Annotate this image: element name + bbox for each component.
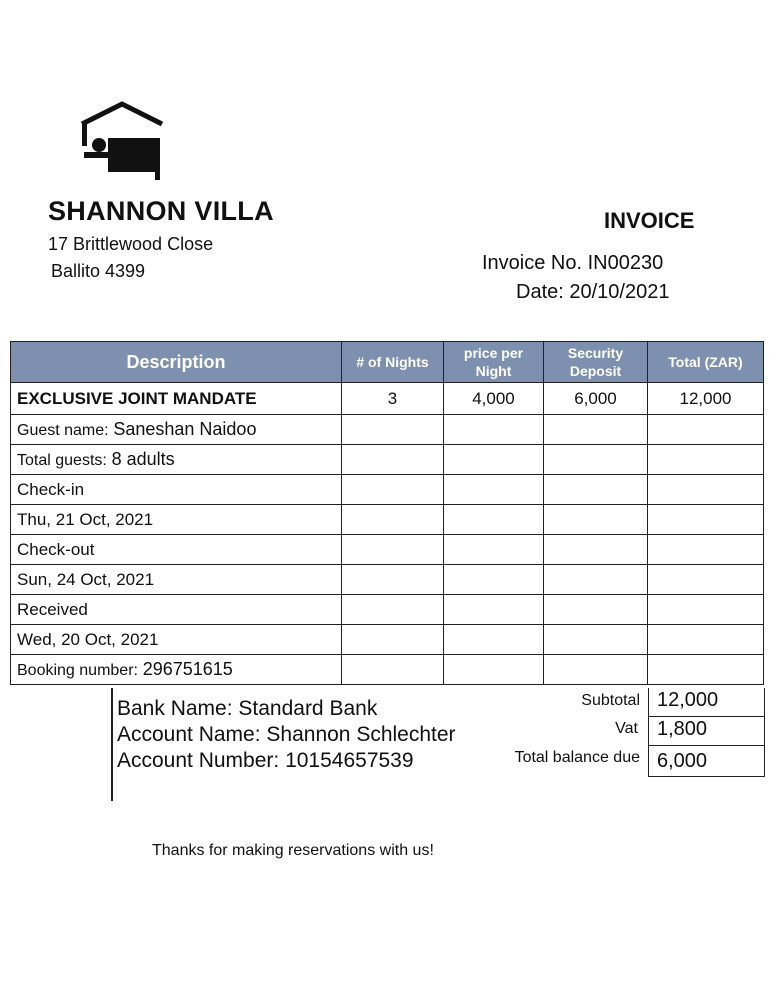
checkin-label: Check-in [11,475,342,505]
empty-cell [444,415,544,445]
empty-cell [544,415,648,445]
divider-line [111,688,113,801]
empty-cell [444,565,544,595]
item-description: EXCLUSIVE JOINT MANDATE [11,383,342,415]
empty-cell [544,445,648,475]
empty-cell [342,475,444,505]
balance-due-label: Total balance due [514,749,640,766]
booking-number-label: Booking number: [17,662,138,679]
header-security-deposit [544,342,648,383]
table-row [11,655,764,685]
invoice-number: Invoice No. IN00230 [482,252,664,274]
booking-number-value: 296751615 [142,659,233,679]
table-row [11,415,764,445]
empty-cell [444,595,544,625]
empty-cell [648,535,764,565]
empty-cell [444,475,544,505]
header-price-line1: price per [463,345,524,361]
received-value: Wed, 20 Oct, 2021 [11,625,342,655]
item-total: 12,000 [648,383,764,415]
empty-cell [544,625,648,655]
subtotal-box [648,688,765,717]
checkout-value: Sun, 24 Oct, 2021 [11,565,342,595]
empty-cell [342,625,444,655]
table-row [11,535,764,565]
balance-due-value: 6,000 [657,750,708,772]
empty-cell [544,535,648,565]
checkin-value: Thu, 21 Oct, 2021 [11,505,342,535]
empty-cell [544,505,648,535]
empty-cell [444,445,544,475]
empty-cell [444,655,544,685]
item-deposit: 6,000 [544,383,648,415]
table-row [11,595,764,625]
empty-cell [648,625,764,655]
empty-cell [342,655,444,685]
header-total: Total (ZAR) [648,342,764,383]
guest-name-cell [11,415,342,445]
empty-cell [342,565,444,595]
empty-cell [648,505,764,535]
empty-cell [342,535,444,565]
bank-name: Bank Name: Standard Bank [117,697,378,720]
empty-cell [648,475,764,505]
received-label: Received [11,595,342,625]
header-price-per-night [444,342,544,383]
empty-cell [648,655,764,685]
account-name: Account Name: Shannon Schlechter [117,723,456,746]
company-name: SHANNON VILLA [48,196,274,226]
header-nights: # of Nights [342,342,444,383]
header-deposit-line1: Security [567,345,624,361]
company-address-line1: 17 Brittlewood Close [48,234,214,254]
header-description: Description [11,342,342,383]
checkout-label: Check-out [11,535,342,565]
empty-cell [444,625,544,655]
empty-cell [444,505,544,535]
total-guests-label: Total guests: [17,452,107,469]
total-guests-cell [11,445,342,475]
hotel-bed-icon [78,100,168,184]
balance-due-box [648,746,765,777]
item-nights: 3 [342,383,444,415]
table-row [11,383,764,415]
table-header-row [11,342,764,383]
empty-cell [648,445,764,475]
guest-name-label: Guest name: [17,422,109,439]
empty-cell [648,415,764,445]
empty-cell [342,595,444,625]
guest-name-value: Saneshan Naidoo [113,419,257,439]
thank-you-note: Thanks for making reservations with us! [152,842,434,859]
invoice-table [10,341,764,685]
invoice-title: INVOICE [604,208,695,233]
table-row [11,625,764,655]
empty-cell [342,445,444,475]
empty-cell [648,595,764,625]
empty-cell [444,535,544,565]
empty-cell [544,565,648,595]
subtotal-value: 12,000 [657,689,719,711]
empty-cell [342,505,444,535]
header-deposit-line2: Deposit [569,363,622,379]
table-row [11,505,764,535]
company-address-line2: Ballito 4399 [51,261,146,281]
empty-cell [544,475,648,505]
empty-cell [648,565,764,595]
vat-box [648,717,765,746]
account-number: Account Number: 10154657539 [117,749,414,772]
vat-label: Vat [615,720,638,737]
vat-value: 1,800 [657,718,708,740]
table-row [11,565,764,595]
empty-cell [544,595,648,625]
total-guests-value: 8 adults [111,449,175,469]
empty-cell [342,415,444,445]
table-row [11,475,764,505]
item-price: 4,000 [444,383,544,415]
booking-number-cell [11,655,342,685]
subtotal-label: Subtotal [581,692,640,709]
header-price-line2: Night [475,363,512,379]
invoice-date: Date: 20/10/2021 [516,281,670,303]
empty-cell [544,655,648,685]
table-row [11,445,764,475]
